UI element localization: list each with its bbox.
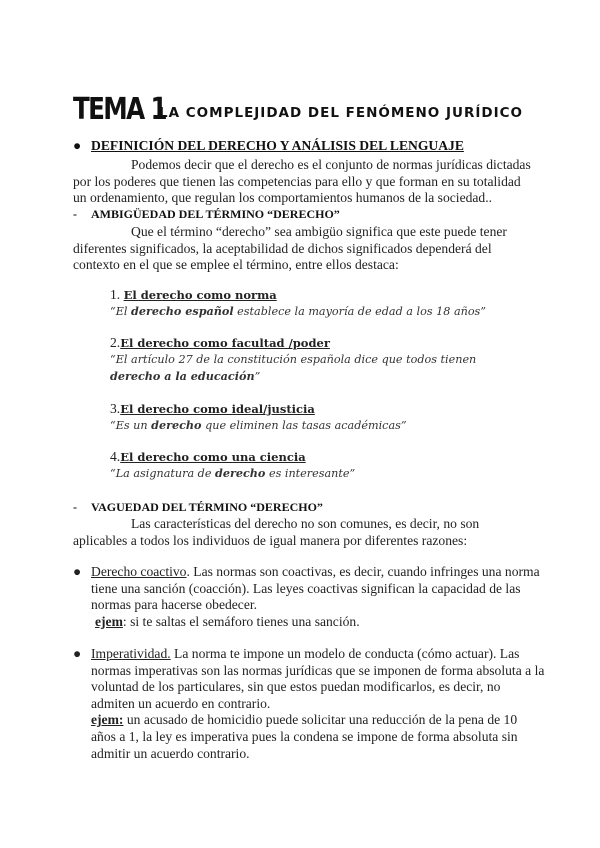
bullet-text xyxy=(91,646,545,762)
bullet-icon: ● xyxy=(73,564,82,579)
list-item xyxy=(110,287,277,304)
item-example xyxy=(110,465,535,482)
bullet-imperatividad xyxy=(73,646,545,762)
example-text: “Es un xyxy=(110,419,152,432)
example-text: un acusado de homicidio puede solicitar una reducción de la pena de 10 años a 1, la ley es imperativa pues la condena se impone de forma absoluta sin admitir un acuerdo contrario. xyxy=(91,712,518,761)
example-text: establece la mayoría de edad a los 18 años” xyxy=(233,305,487,318)
item-number: 4. xyxy=(110,449,121,464)
dash-marker: - xyxy=(73,500,77,514)
heading-text: AMBIGÜEDAD DEL TÉRMINO “DERECHO” xyxy=(91,207,340,221)
item-number: 1. xyxy=(110,287,124,302)
example-label: ejem xyxy=(95,613,123,629)
item-label: El derecho como norma xyxy=(123,288,277,302)
topic-subtitle: LA COMPLEJIDAD DEL FENÓMENO JURÍDICO xyxy=(159,105,523,121)
item-label: El derecho como facultad /poder xyxy=(120,336,330,350)
item-number: 3. xyxy=(110,401,121,416)
bullet-icon: ● xyxy=(73,138,82,153)
example-text: : si te saltas el semáforo tienes una sanción. xyxy=(122,613,360,629)
example-text: “El artículo 27 de la constitución española dice que todos tienen xyxy=(110,353,477,366)
item-number: 2. xyxy=(110,335,121,350)
section-ambiguedad-heading xyxy=(73,207,340,222)
bullet-term: Derecho coactivo xyxy=(91,564,187,579)
item-example xyxy=(110,417,535,434)
list-item xyxy=(110,401,315,418)
example-text: que eliminen las tasas académicas” xyxy=(201,419,407,432)
item-example xyxy=(110,351,510,385)
example-bold: derecho a la educación xyxy=(110,369,255,383)
item-label: El derecho como una ciencia xyxy=(120,450,306,464)
example-text: “El xyxy=(110,305,132,318)
bullet-text xyxy=(91,564,545,630)
title-row xyxy=(73,92,523,127)
item-example xyxy=(110,303,535,320)
heading-text: DEFINICIÓN DEL DERECHO Y ANÁLISIS DEL LENGUAJE xyxy=(91,138,464,153)
bullet-body: La norma te impone un modelo de conducta (cómo actuar). Las normas imperativas son las normas jurídicas que se imponen de forma absoluta a la voluntad de los particulares, sin que estos puedan modificarlos, es decir, no admiten un acuerdo en contrario. xyxy=(91,646,545,711)
bullet-term: Imperatividad. xyxy=(91,646,171,661)
bullet-icon: ● xyxy=(73,646,82,661)
example-text: es interesante” xyxy=(265,467,356,480)
example-text: “La asignatura de xyxy=(110,467,216,480)
bullet-coactivo xyxy=(73,564,545,630)
list-item xyxy=(110,335,330,352)
item-label: El derecho como ideal/justicia xyxy=(120,402,315,416)
example-label: ejem: xyxy=(91,712,124,728)
example-bold: derecho español xyxy=(131,304,234,318)
example-bold: derecho xyxy=(215,466,266,480)
heading-text: VAGUEDAD DEL TÉRMINO “DERECHO” xyxy=(91,500,323,514)
tema-heading: TEMA 1 xyxy=(73,92,166,127)
section-definicion-text: Podemos decir que el derecho es el conjunto de normas jurídicas dictadas por los poderes que tienen las competencias para ello y que forman en su totalidad un ordenamiento, que regulan los comportamientos humanos de la sociedad.. xyxy=(73,157,531,206)
section-ambiguedad-text: Que el término “derecho” sea ambigüo significa que este puede tener diferentes significados, la aceptabilidad de dichos significados dependerá del contexto en el que se emplee el término, entre ellos destaca: xyxy=(73,224,507,273)
section-definicion-heading xyxy=(73,138,464,155)
bullet-body: . Las normas son coactivas, es decir, cuando infringes una norma tiene una sanción (coacción). Las leyes coactivas significan la capacidad de las normas para hacerse obedecer. xyxy=(91,564,540,613)
example-bold: derecho xyxy=(151,418,202,432)
list-item xyxy=(110,449,306,466)
dash-marker: - xyxy=(73,207,77,221)
example-text: ” xyxy=(254,370,261,383)
section-vaguedad-text: Las características del derecho no son comunes, es decir, no son aplicables a todos los individuos de igual manera por diferentes razones: xyxy=(73,516,480,548)
section-vaguedad-heading xyxy=(73,500,323,515)
